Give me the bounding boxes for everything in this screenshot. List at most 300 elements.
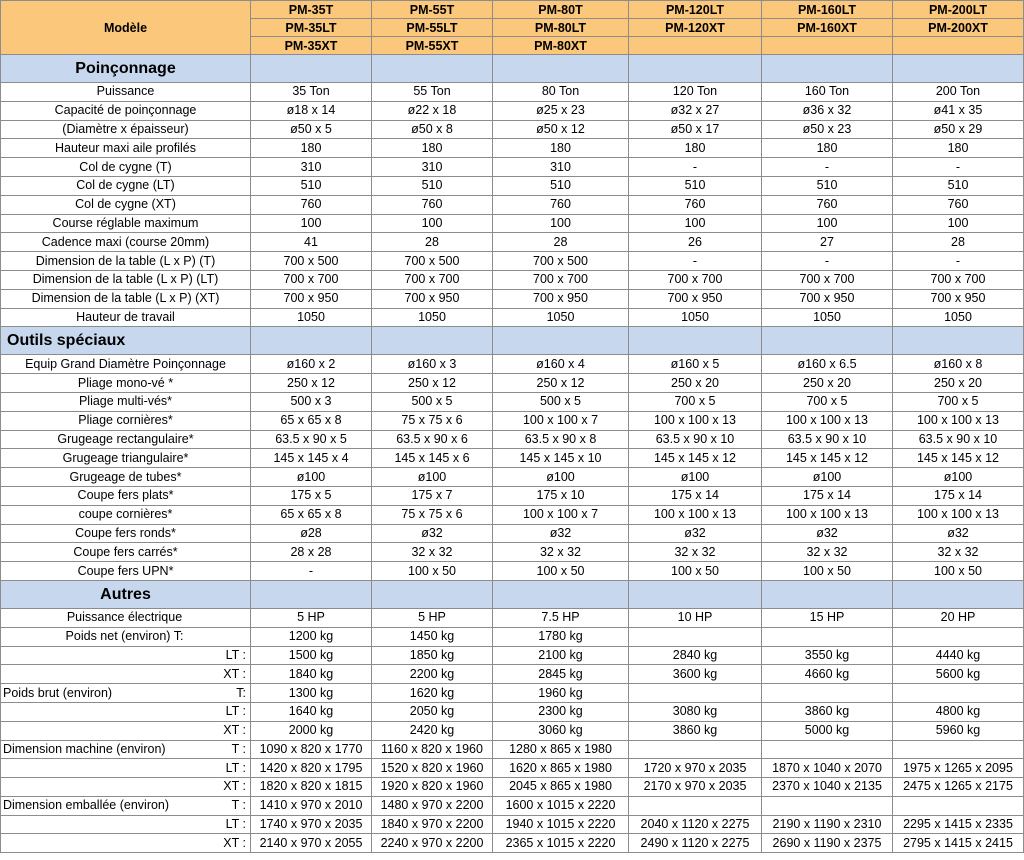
table-row (1, 796, 1024, 815)
value-cell: 120 Ton (629, 83, 762, 102)
value-cell: 1050 (372, 308, 493, 327)
value-cell (762, 796, 893, 815)
value-cell: 100 x 50 (893, 562, 1024, 581)
section-empty-cell (762, 55, 893, 83)
value-cell: - (762, 252, 893, 271)
value-cell (629, 684, 762, 703)
table-row (1, 684, 1024, 703)
row-label: Puissance électrique (66, 610, 183, 625)
table-row (1, 449, 1024, 468)
value-cell: - (762, 158, 893, 177)
model-name (893, 37, 1024, 55)
table-row (1, 740, 1024, 759)
value-cell: 1940 x 1015 x 2220 (493, 815, 629, 834)
value-cell: 700 x 950 (251, 289, 372, 308)
table-row (1, 627, 1024, 646)
value-cell: 180 (762, 139, 893, 158)
row-sublabel: LT : (225, 704, 246, 719)
table-row (1, 270, 1024, 289)
value-cell: 1050 (629, 308, 762, 327)
value-cell: 510 (372, 176, 493, 195)
value-cell: 1740 x 970 x 2035 (251, 815, 372, 834)
value-cell: 5 HP (372, 608, 493, 627)
value-cell: 1480 x 970 x 2200 (372, 796, 493, 815)
row-label-cell (1, 759, 251, 778)
value-cell (629, 740, 762, 759)
value-cell: 3860 kg (629, 721, 762, 740)
value-cell (629, 796, 762, 815)
value-cell: 2140 x 970 x 2055 (251, 834, 372, 853)
value-cell: 100 x 50 (493, 562, 629, 581)
model-name: PM-200XT (893, 19, 1024, 37)
value-cell: 2690 x 1190 x 2375 (762, 834, 893, 853)
value-cell: 2300 kg (493, 702, 629, 721)
value-cell: 250 x 20 (762, 374, 893, 393)
table-row (1, 252, 1024, 271)
value-cell: 28 x 28 (251, 543, 372, 562)
row-label: Poids net (environ) T: (65, 629, 184, 644)
value-cell: 700 x 700 (893, 270, 1024, 289)
table-row (1, 486, 1024, 505)
value-cell: 2190 x 1190 x 2310 (762, 815, 893, 834)
value-cell: 250 x 20 (893, 374, 1024, 393)
section-empty-cell (372, 327, 493, 355)
value-cell: 63.5 x 90 x 6 (372, 430, 493, 449)
table-row (1, 505, 1024, 524)
value-cell: 180 (493, 139, 629, 158)
value-cell: 2000 kg (251, 721, 372, 740)
table-row (1, 646, 1024, 665)
value-cell: 3550 kg (762, 646, 893, 665)
value-cell: 32 x 32 (372, 543, 493, 562)
value-cell: 1840 kg (251, 665, 372, 684)
value-cell: 510 (493, 176, 629, 195)
section-title: Autres (1, 580, 251, 608)
value-cell: 175 x 14 (629, 486, 762, 505)
row-label: Grugeage de tubes* (1, 468, 251, 487)
value-cell: 100 x 50 (372, 562, 493, 581)
table-row (1, 233, 1024, 252)
value-cell: ø100 (893, 468, 1024, 487)
row-label: Dimension de la table (L x P) (XT) (1, 289, 251, 308)
value-cell: 1960 kg (493, 684, 629, 703)
model-name: PM-160XT (762, 19, 893, 37)
value-cell: 175 x 5 (251, 486, 372, 505)
row-sublabel: XT : (223, 723, 246, 738)
value-cell: - (251, 562, 372, 581)
section-empty-cell (893, 580, 1024, 608)
row-sublabel: XT : (223, 835, 246, 850)
value-cell: 1600 x 1015 x 2220 (493, 796, 629, 815)
value-cell: 310 (251, 158, 372, 177)
value-cell: - (893, 158, 1024, 177)
value-cell: ø32 (493, 524, 629, 543)
value-cell: 700 x 5 (629, 392, 762, 411)
section-empty-cell (629, 580, 762, 608)
model-name: PM-35T (251, 1, 372, 19)
row-sublabel: T: (236, 685, 246, 700)
value-cell: ø50 x 5 (251, 120, 372, 139)
value-cell: 700 x 700 (762, 270, 893, 289)
row-label: Coupe fers carrés* (1, 543, 251, 562)
value-cell: 760 (629, 195, 762, 214)
value-cell: 175 x 7 (372, 486, 493, 505)
value-cell: 1720 x 970 x 2035 (629, 759, 762, 778)
value-cell: ø100 (762, 468, 893, 487)
value-cell: 180 (893, 139, 1024, 158)
table-row (1, 158, 1024, 177)
value-cell: 5000 kg (762, 721, 893, 740)
value-cell: 145 x 145 x 12 (762, 449, 893, 468)
row-label-cell (1, 721, 251, 740)
row-label: Poids brut (environ) (3, 685, 113, 700)
value-cell: ø25 x 23 (493, 101, 629, 120)
table-row (1, 411, 1024, 430)
value-cell: 1840 x 970 x 2200 (372, 815, 493, 834)
row-label: coupe cornières* (1, 505, 251, 524)
value-cell: 100 (893, 214, 1024, 233)
value-cell: 4440 kg (893, 646, 1024, 665)
value-cell: 35 Ton (251, 83, 372, 102)
model-label: Modèle (1, 1, 251, 55)
row-label: Puissance (1, 83, 251, 102)
section-empty-cell (893, 55, 1024, 83)
model-name: PM-55T (372, 1, 493, 19)
value-cell: ø50 x 8 (372, 120, 493, 139)
value-cell: ø100 (629, 468, 762, 487)
value-cell: - (893, 252, 1024, 271)
table-row (1, 834, 1024, 853)
value-cell: 7.5 HP (493, 608, 629, 627)
value-cell: 2170 x 970 x 2035 (629, 778, 762, 797)
value-cell: 2295 x 1415 x 2335 (893, 815, 1024, 834)
value-cell: 75 x 75 x 6 (372, 505, 493, 524)
value-cell: 41 (251, 233, 372, 252)
value-cell: 5 HP (251, 608, 372, 627)
value-cell: 32 x 32 (493, 543, 629, 562)
row-sublabel: LT : (225, 817, 246, 832)
value-cell: 100 (372, 214, 493, 233)
value-cell: ø160 x 6.5 (762, 355, 893, 374)
value-cell: ø100 (372, 468, 493, 487)
section-empty-cell (762, 327, 893, 355)
model-name (629, 37, 762, 55)
value-cell (762, 740, 893, 759)
value-cell: 510 (762, 176, 893, 195)
value-cell: ø50 x 23 (762, 120, 893, 139)
value-cell: 80 Ton (493, 83, 629, 102)
model-name: PM-120LT (629, 1, 762, 19)
row-label: Dimension de la table (L x P) (T) (1, 252, 251, 271)
value-cell: 145 x 145 x 4 (251, 449, 372, 468)
value-cell: 310 (493, 158, 629, 177)
section-row-autres (1, 580, 1024, 608)
table-row (1, 120, 1024, 139)
row-label: Dimension emballée (environ) (3, 798, 170, 813)
value-cell: ø32 x 27 (629, 101, 762, 120)
value-cell: 510 (251, 176, 372, 195)
value-cell: 100 (493, 214, 629, 233)
row-label: Pliage multi-vés* (1, 392, 251, 411)
value-cell: 175 x 14 (893, 486, 1024, 505)
value-cell: 2040 x 1120 x 2275 (629, 815, 762, 834)
table-row (1, 665, 1024, 684)
row-sublabel: LT : (225, 760, 246, 775)
value-cell: 1160 x 820 x 1960 (372, 740, 493, 759)
value-cell: 100 x 50 (629, 562, 762, 581)
value-cell: 5600 kg (893, 665, 1024, 684)
value-cell: 510 (629, 176, 762, 195)
value-cell: 75 x 75 x 6 (372, 411, 493, 430)
table-row (1, 83, 1024, 102)
value-cell: 1640 kg (251, 702, 372, 721)
value-cell: 145 x 145 x 12 (893, 449, 1024, 468)
section-empty-cell (493, 55, 629, 83)
row-label: Grugeage triangulaire* (1, 449, 251, 468)
value-cell: 1620 kg (372, 684, 493, 703)
value-cell: 100 x 100 x 13 (893, 505, 1024, 524)
value-cell: ø41 x 35 (893, 101, 1024, 120)
value-cell: 180 (251, 139, 372, 158)
row-label: Dimension de la table (L x P) (LT) (1, 270, 251, 289)
value-cell: 1410 x 970 x 2010 (251, 796, 372, 815)
value-cell: 180 (629, 139, 762, 158)
table-row (1, 759, 1024, 778)
row-sublabel: XT : (223, 666, 246, 681)
value-cell: 3060 kg (493, 721, 629, 740)
row-label-cell (1, 834, 251, 853)
value-cell: 1280 x 865 x 1980 (493, 740, 629, 759)
value-cell: 145 x 145 x 6 (372, 449, 493, 468)
value-cell: ø36 x 32 (762, 101, 893, 120)
value-cell: ø50 x 17 (629, 120, 762, 139)
value-cell: 100 x 100 x 13 (629, 411, 762, 430)
row-label-cell (1, 684, 251, 703)
value-cell: 63.5 x 90 x 10 (893, 430, 1024, 449)
value-cell: 2795 x 1415 x 2415 (893, 834, 1024, 853)
value-cell: ø160 x 2 (251, 355, 372, 374)
value-cell: 63.5 x 90 x 10 (629, 430, 762, 449)
table-row (1, 176, 1024, 195)
value-cell: ø100 (251, 468, 372, 487)
value-cell: 1975 x 1265 x 2095 (893, 759, 1024, 778)
section-title: Poinçonnage (1, 55, 251, 83)
value-cell: 700 x 700 (629, 270, 762, 289)
section-title: Outils spéciaux (1, 327, 251, 355)
row-label: (Diamètre x épaisseur) (1, 120, 251, 139)
table-row (1, 214, 1024, 233)
value-cell: ø50 x 12 (493, 120, 629, 139)
model-name (762, 37, 893, 55)
value-cell: 1870 x 1040 x 2070 (762, 759, 893, 778)
value-cell: 200 Ton (893, 83, 1024, 102)
value-cell: 700 x 500 (493, 252, 629, 271)
value-cell: 1920 x 820 x 1960 (372, 778, 493, 797)
value-cell: 32 x 32 (629, 543, 762, 562)
value-cell: ø32 (629, 524, 762, 543)
row-label: Coupe fers UPN* (1, 562, 251, 581)
value-cell: 700 x 950 (893, 289, 1024, 308)
value-cell: 1780 kg (493, 627, 629, 646)
value-cell: 1300 kg (251, 684, 372, 703)
value-cell: 1050 (251, 308, 372, 327)
table-row (1, 139, 1024, 158)
value-cell: 32 x 32 (893, 543, 1024, 562)
value-cell: 760 (893, 195, 1024, 214)
value-cell: 3080 kg (629, 702, 762, 721)
value-cell: 27 (762, 233, 893, 252)
value-cell: 1850 kg (372, 646, 493, 665)
value-cell: 28 (893, 233, 1024, 252)
value-cell: 1420 x 820 x 1795 (251, 759, 372, 778)
value-cell (629, 627, 762, 646)
model-name: PM-35LT (251, 19, 372, 37)
row-label: Course réglable maximum (1, 214, 251, 233)
row-label: Pliage cornières* (1, 411, 251, 430)
value-cell: 2045 x 865 x 1980 (493, 778, 629, 797)
value-cell: 10 HP (629, 608, 762, 627)
value-cell: 500 x 5 (372, 392, 493, 411)
row-label-cell (1, 815, 251, 834)
value-cell: 1820 x 820 x 1815 (251, 778, 372, 797)
value-cell: 100 (629, 214, 762, 233)
row-label: Cadence maxi (course 20mm) (1, 233, 251, 252)
model-name: PM-120XT (629, 19, 762, 37)
value-cell: 700 x 950 (493, 289, 629, 308)
value-cell: 2420 kg (372, 721, 493, 740)
value-cell: 100 x 100 x 13 (893, 411, 1024, 430)
value-cell: 700 x 5 (893, 392, 1024, 411)
value-cell: 700 x 950 (372, 289, 493, 308)
value-cell: 100 (251, 214, 372, 233)
table-row (1, 815, 1024, 834)
section-empty-cell (629, 327, 762, 355)
table-row (1, 562, 1024, 581)
model-name: PM-55XT (372, 37, 493, 55)
value-cell: 2200 kg (372, 665, 493, 684)
value-cell: 700 x 950 (762, 289, 893, 308)
row-label: Col de cygne (LT) (1, 176, 251, 195)
value-cell: - (629, 158, 762, 177)
value-cell: ø160 x 5 (629, 355, 762, 374)
value-cell (762, 684, 893, 703)
value-cell: 2490 x 1120 x 2275 (629, 834, 762, 853)
section-empty-cell (762, 580, 893, 608)
value-cell (893, 684, 1024, 703)
row-label: Dimension machine (environ) (3, 741, 166, 756)
value-cell: 2050 kg (372, 702, 493, 721)
row-label-cell (1, 608, 251, 627)
value-cell: 3860 kg (762, 702, 893, 721)
value-cell: 160 Ton (762, 83, 893, 102)
value-cell: - (629, 252, 762, 271)
value-cell: ø18 x 14 (251, 101, 372, 120)
value-cell: 100 (762, 214, 893, 233)
model-name: PM-200LT (893, 1, 1024, 19)
row-label-cell (1, 740, 251, 759)
row-label-cell (1, 796, 251, 815)
table-row (1, 374, 1024, 393)
value-cell: 2845 kg (493, 665, 629, 684)
value-cell: 100 x 100 x 13 (762, 505, 893, 524)
value-cell: 700 x 950 (629, 289, 762, 308)
value-cell: 250 x 20 (629, 374, 762, 393)
value-cell: 28 (372, 233, 493, 252)
model-name: PM-35XT (251, 37, 372, 55)
value-cell: 510 (893, 176, 1024, 195)
value-cell: 15 HP (762, 608, 893, 627)
value-cell: 2240 x 970 x 2200 (372, 834, 493, 853)
row-label: Grugeage rectangulaire* (1, 430, 251, 449)
value-cell: 700 x 500 (251, 252, 372, 271)
value-cell: 700 x 700 (251, 270, 372, 289)
value-cell: 145 x 145 x 10 (493, 449, 629, 468)
section-empty-cell (893, 327, 1024, 355)
value-cell: 700 x 5 (762, 392, 893, 411)
section-empty-cell (493, 327, 629, 355)
value-cell: 250 x 12 (372, 374, 493, 393)
value-cell: 100 x 100 x 7 (493, 505, 629, 524)
row-label: Equip Grand Diamètre Poinçonnage (1, 355, 251, 374)
row-label: Coupe fers plats* (1, 486, 251, 505)
row-sublabel: LT : (225, 647, 246, 662)
section-empty-cell (372, 580, 493, 608)
value-cell: 145 x 145 x 12 (629, 449, 762, 468)
row-label-cell (1, 627, 251, 646)
table-row (1, 355, 1024, 374)
row-label: Coupe fers ronds* (1, 524, 251, 543)
value-cell: 1050 (493, 308, 629, 327)
value-cell: 700 x 500 (372, 252, 493, 271)
section-empty-cell (251, 327, 372, 355)
value-cell: ø100 (493, 468, 629, 487)
value-cell: 1050 (762, 308, 893, 327)
value-cell: 1200 kg (251, 627, 372, 646)
row-sublabel: T : (231, 798, 246, 813)
value-cell: 175 x 14 (762, 486, 893, 505)
value-cell: 1520 x 820 x 1960 (372, 759, 493, 778)
value-cell (893, 740, 1024, 759)
table-row (1, 543, 1024, 562)
value-cell: 4800 kg (893, 702, 1024, 721)
value-cell (893, 627, 1024, 646)
value-cell: 3600 kg (629, 665, 762, 684)
value-cell: 63.5 x 90 x 5 (251, 430, 372, 449)
value-cell: 1050 (893, 308, 1024, 327)
value-cell: ø22 x 18 (372, 101, 493, 120)
value-cell: ø50 x 29 (893, 120, 1024, 139)
table-row (1, 392, 1024, 411)
table-row (1, 468, 1024, 487)
value-cell: 175 x 10 (493, 486, 629, 505)
value-cell: 2100 kg (493, 646, 629, 665)
value-cell: 55 Ton (372, 83, 493, 102)
value-cell: 1620 x 865 x 1980 (493, 759, 629, 778)
value-cell: 26 (629, 233, 762, 252)
value-cell (762, 627, 893, 646)
value-cell: 100 x 100 x 7 (493, 411, 629, 430)
section-empty-cell (629, 55, 762, 83)
value-cell: 310 (372, 158, 493, 177)
row-label-cell (1, 646, 251, 665)
value-cell: 100 x 100 x 13 (762, 411, 893, 430)
value-cell: ø32 (893, 524, 1024, 543)
value-cell: 20 HP (893, 608, 1024, 627)
section-empty-cell (372, 55, 493, 83)
table-row (1, 524, 1024, 543)
value-cell: 100 x 50 (762, 562, 893, 581)
value-cell: 500 x 3 (251, 392, 372, 411)
